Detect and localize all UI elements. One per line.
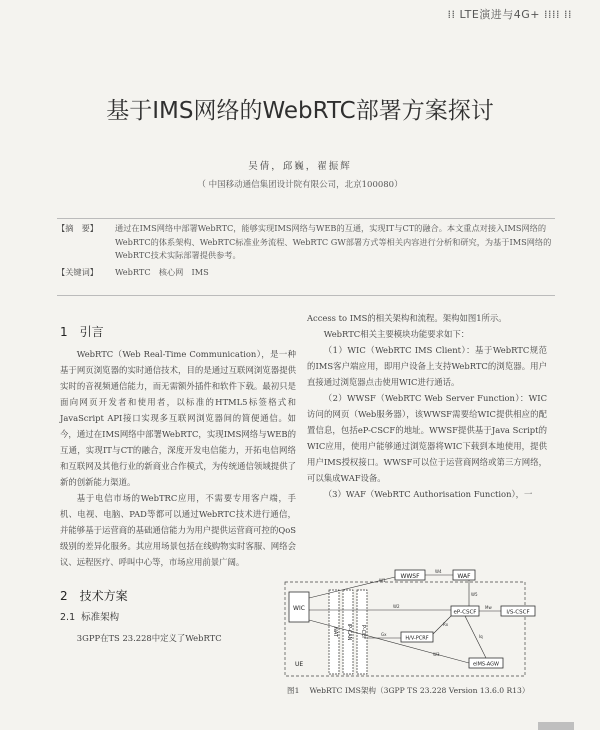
rx-link bbox=[433, 616, 451, 634]
header-column-tag: ⁞⁞ LTE演进与4G+ ⁞⁞⁞⁞ ⁞⁞ bbox=[447, 8, 572, 21]
paragraph: 基于电信市场的WebTRC应用，不需要专用客户端，手机、电视、电脑、PAD等都可以通过WebRTC技术进行通信，并能够基于运营商的基础通信能力为用户提供运营商可控的QoS级别的差异化服务。其应用场景包括在线购物实时客服、网络会议、远程医疗、呼叫中心等，市场应用前景广阔。 bbox=[60, 493, 296, 567]
figure-caption bbox=[287, 685, 547, 696]
w2-label: W2 bbox=[393, 604, 400, 609]
section-number: 1 bbox=[60, 325, 68, 339]
w1-label: W1 bbox=[379, 578, 386, 583]
section-title: 技术方案 bbox=[79, 589, 128, 603]
section-heading-intro bbox=[60, 324, 296, 340]
paragraph: （1）WIC（WebRTC IMS Client）：基于WebRTC规范的IMS客户端应用，即用户设备上支持WebRTC的浏览器。用户直接通过浏览器点击使用WIC进行通话。 bbox=[307, 345, 547, 387]
paragraph: Access to IMS的相关架构和流程。架构如图1所示。 bbox=[307, 313, 507, 323]
abstract-label: 【摘 要】 bbox=[57, 223, 98, 233]
subsection-title: 标准架构 bbox=[81, 612, 120, 623]
section-heading-tech bbox=[60, 588, 296, 604]
abstract-block bbox=[57, 222, 555, 279]
paragraph: （2）WWSF（WebRTC Web Server Function）：WIC访问的网页（Web服务器），该WWSF需要给WIC提供相应的配置信息，包括eP-CSCF的地址。WWSF提供基于Java Script的WIC应用，使用户能够通过浏览器将WIC下载到本地使用，提供用户IMS授权接口。WWSF可以位于运营商网络或第三方网络，可以集成WAF设备。 bbox=[307, 393, 547, 483]
section-title: 引言 bbox=[79, 325, 104, 339]
page-number-tab bbox=[538, 722, 574, 730]
affiliation: （ 中国移动通信集团设计院有限公司，北京100080） bbox=[197, 180, 403, 190]
paper-title: 基于IMS网络的WebRTC部署方案探讨 bbox=[106, 98, 494, 124]
paragraph: （3）WAF（WebRTC Authorisation Function），一 bbox=[323, 489, 533, 499]
left-column bbox=[60, 310, 296, 646]
w4-label: W4 bbox=[435, 569, 442, 574]
hvpcrf-label: H/V-PCRF bbox=[405, 635, 429, 642]
ipcan-label: IP-CAN bbox=[346, 623, 352, 641]
epcscf-label: eP-CSCF bbox=[453, 609, 477, 616]
figure-number: 图1 bbox=[287, 686, 300, 695]
eims-label: eIMS-AGW bbox=[473, 661, 499, 668]
section-number: 2 bbox=[60, 589, 68, 603]
w5-label: W5 bbox=[471, 592, 478, 597]
w3-label: W3 bbox=[433, 652, 440, 657]
keywords-row bbox=[57, 266, 555, 280]
figure-caption-text: WebRTC IMS架构（3GPP TS 23.228 Version 13.6.0 R13） bbox=[309, 686, 530, 695]
abstract-row bbox=[57, 222, 555, 263]
figure-webrtc-ims-architecture bbox=[283, 568, 543, 680]
abstract-bottom-rule bbox=[57, 295, 555, 296]
iq-link bbox=[465, 616, 486, 658]
paragraph: 3GPP在TS 23.228中定义了WebRTC bbox=[76, 633, 222, 643]
wic-label: WIC bbox=[293, 605, 305, 612]
keywords-text: WebRTC 核心网 IMS bbox=[115, 266, 209, 277]
wwsf-label: WWSF bbox=[400, 573, 420, 580]
keywords-label: 【关键词】 bbox=[57, 266, 98, 277]
nat-label: NAT bbox=[332, 627, 338, 637]
mw-label: Mw bbox=[485, 605, 492, 610]
waf-label: WAF bbox=[457, 573, 471, 580]
pcef-label: P-CEF bbox=[360, 624, 366, 640]
subsection-number: 2.1 bbox=[60, 612, 76, 623]
paragraph: WebRTC（Web Real-Time Communication），是一种基于网页浏览器的实时通信技术，目的是通过互联网浏览器提供实时的音视频通信能力，而无需额外插件和软件下载。最初只是面向网页开发者和使用者，以标准的HTML5标签格式和JavaScript API接口实现多互联网浏览器间的简便通信。如今，通过在IMS网络中部署WebRTC，实现IMS网络与WEB的互通，实现IT与CT的融合，深度开发电信能力，开拓电信网络和互联网及其他行业的新商业合作模式，为传统通信领域提供了新的创新能力渠道。 bbox=[60, 349, 296, 487]
gx-label: Gx bbox=[381, 632, 387, 637]
paragraph: WebRTC相关主要模块功能要求如下： bbox=[323, 329, 470, 339]
authors: 吴倩，邱巍，翟振辉 bbox=[248, 161, 352, 172]
subsection-heading bbox=[60, 610, 296, 626]
right-column bbox=[307, 310, 547, 502]
rx-label: Rx bbox=[443, 622, 449, 627]
abstract-top-rule bbox=[57, 218, 555, 219]
iq-label: Iq bbox=[479, 634, 483, 639]
abstract-text: 通过在IMS网络中部署WebRTC，能够实现IMS网络与WEB的互通，实现IT与CT的融合。本文重点对接入IMS网络的WebRTC的体系架构、WebRTC标准业务流程、WebRTC GW部署方式等相关内容进行分析和研究，为基于IMS网络的WebRTC技术实际部署提供参考。 bbox=[115, 223, 552, 260]
iscscf-label: I/S-CSCF bbox=[506, 609, 530, 616]
ue-label: UE bbox=[295, 661, 304, 668]
